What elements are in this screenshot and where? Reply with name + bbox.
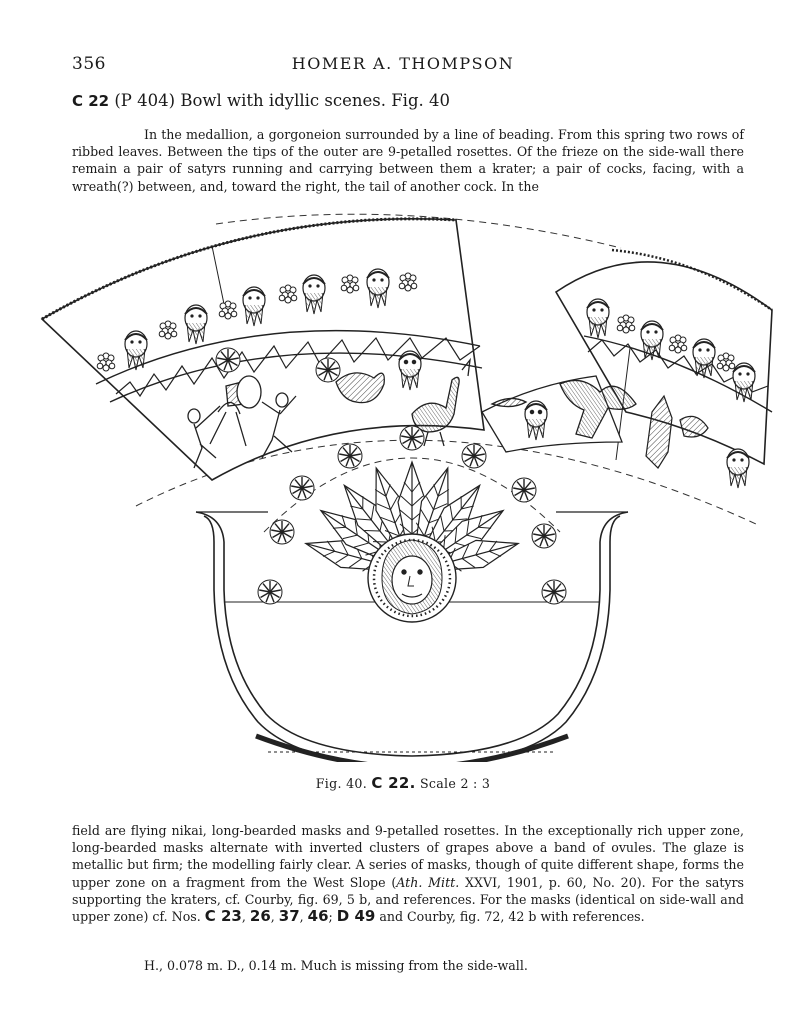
ref-catalogue-number: D 49 (336, 907, 376, 926)
right-rim-fragment (556, 250, 772, 488)
catalogue-number: C 22 (72, 92, 110, 110)
ref-catalogue-number: 37 (278, 907, 300, 926)
ref-catalogue-number: 46 (307, 907, 329, 926)
cock-fragment (482, 376, 636, 452)
figure-scale: Scale 2 : 3 (419, 776, 491, 791)
entry-heading (72, 91, 450, 110)
ref-catalogue-number: C 23 (204, 907, 242, 926)
ref-catalogue-number: 26 (249, 907, 271, 926)
bowl-drawing (36, 206, 788, 762)
figure-label: Fig. 40. (315, 776, 368, 791)
running-head: HOMER A. THOMPSON (291, 54, 515, 73)
journal-abbrev: Ath. Mitt. (396, 874, 460, 890)
continuation-paragraph (72, 822, 744, 925)
ref-separator: ; (328, 909, 337, 925)
ref-separator: , (299, 909, 308, 925)
para2-text-1: field are flying nikai, long-bearded masks and 9-petalled rosettes. In the exceptionally rich upper zone, long-bearded masks alternate with inverted clusters of grapes above a band of ovules. The glaze is metallic but firm; the modelling fairly clear. A series of masks, though of quite different shape, forms the upper zone on a fragment from the West Slope ( (72, 823, 744, 890)
para2-text-3: and Courby, fig. 72, 42 b with references. (375, 909, 645, 925)
page-number: 356 (72, 54, 106, 74)
figure-caption (0, 774, 806, 792)
dimensions-line: H., 0.078 m. D., 0.14 m. Much is missing from the side-wall. (144, 958, 528, 973)
entry-title: (P 404) Bowl with idyllic scenes. Fig. 40 (109, 91, 450, 110)
ref-separator: , (270, 909, 279, 925)
description-paragraph: In the medallion, a gorgoneion surrounded by a line of beading. From this spring two rows of ribbed leaves. Between the tips of the outer are 9-petalled rosettes. Of the frieze on the side-wall there remain a pair of satyrs running and carrying between them a krater; a pair of cocks, facing, with a wreath(?) between, and, toward the right, the tail of another cock. In the (72, 127, 744, 194)
gorgoneion (368, 534, 456, 622)
para2-text-2: XXVI, 1901, p. 60, No. 20). For the satyrs supporting the kraters, cf. Courby, fig. 69, 5 b, and references. For the masks (identical on side-wall and upper zone) cf. Nos. (72, 874, 744, 925)
ref-separator: , (241, 909, 250, 925)
figure-catalogue-number: C 22. (371, 774, 416, 792)
